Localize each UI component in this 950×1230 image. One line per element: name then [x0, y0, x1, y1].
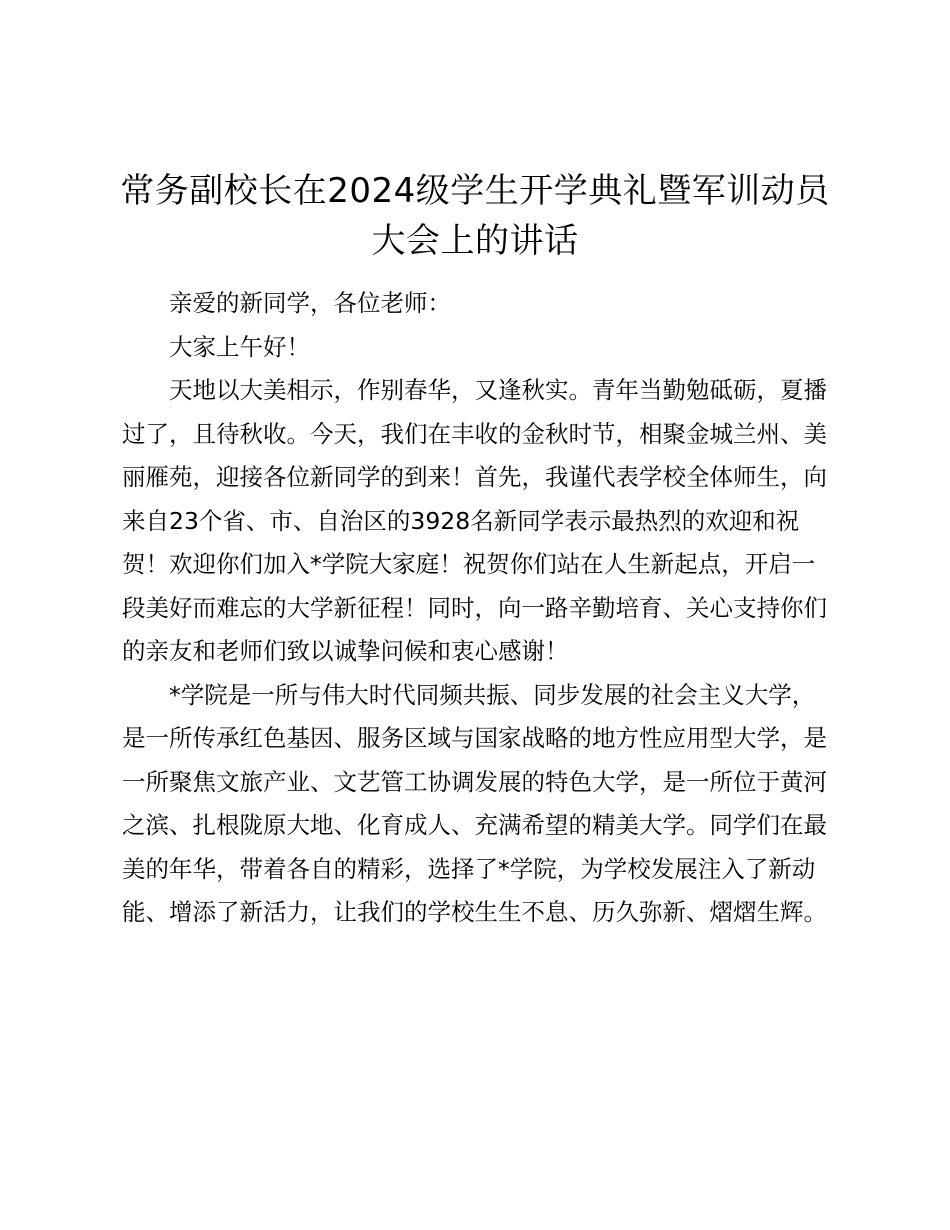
salutation: 亲爱的新同学，各位老师： [169, 289, 451, 317]
greeting: 大家上午好！ [169, 332, 310, 361]
paragraph-welcome: 天地以大美相示，作别春华，又逢秋实。青年当勤勉砥砺，夏播过了，且待秋收。今天，我们在丰收的金秋时节，相聚金城兰州、美丽雁苑，迎接各位新同学的到来！首先，我谨代表学校全体师生，向来自23个省、市、自治区的3928名新同学表示最热烈的欢迎和祝贺！欢迎你们加入*学院大家庭！祝贺你们站在人生新起点，开启一段美好而难忘的大学新征程！同时，向一路辛勤培育、关心支持你们的亲友和老师们致以诚挚问候和衷心感谢！ [122, 376, 827, 665]
document-body [122, 282, 834, 935]
document-title: 常务副校长在2024级学生开学典礼暨军训动员大会上的讲话 [120, 171, 830, 261]
paragraph-college-intro: *学院是一所与伟大时代同频共振、同步发展的社会主义大学，是一所传承红色基因、服务区域与国家战略的地方性应用型大学，是一所聚焦文旅产业、文艺管工协调发展的特色大学，是一所位于黄河之滨、扎根陇原大地、化育成人、充满希望的精美大学。同学们在最美的年华，带着各自的精彩，选择了*学院，为学校发展注入了新动能、增添了新活力，让我们的学校生生不息、历久弥新、熠熠生辉。 [122, 680, 827, 926]
